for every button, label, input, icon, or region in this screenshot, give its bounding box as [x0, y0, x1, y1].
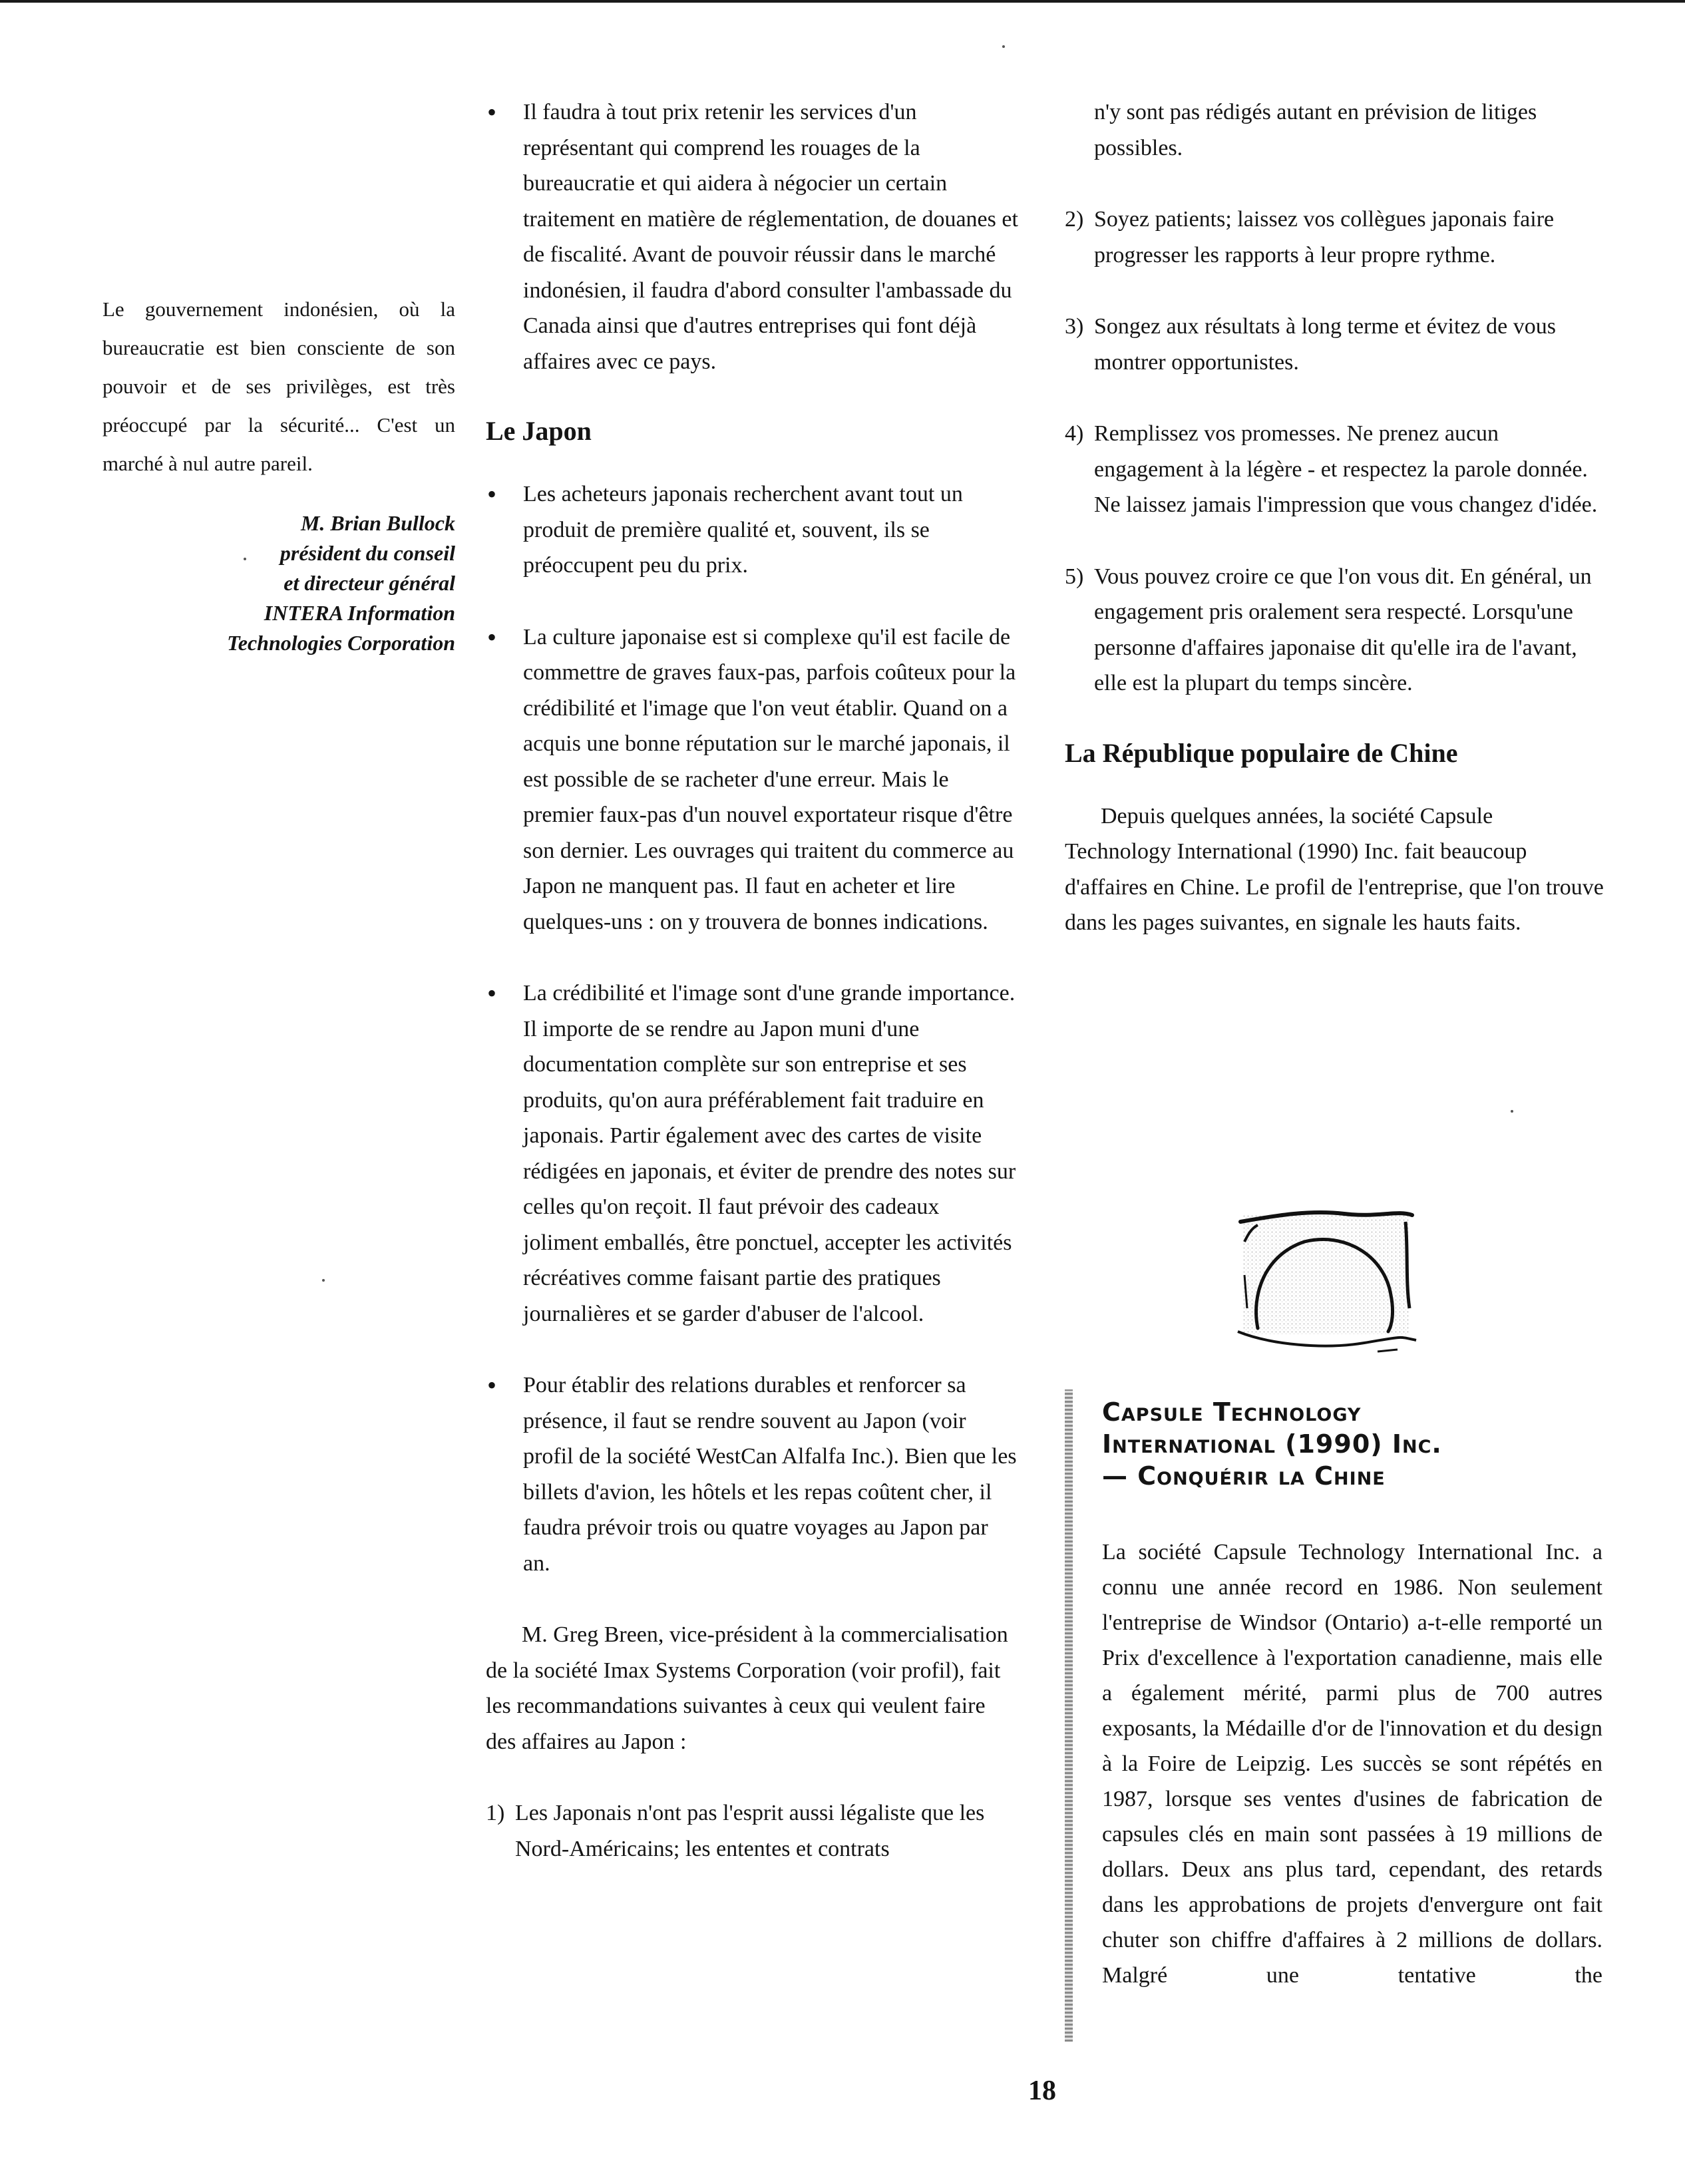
sidebar-title: [1102, 1396, 1594, 1492]
item-text: Soyez patients; laissez vos collègues japonais faire progresser les rapports à leur propre rythme.: [1094, 207, 1555, 268]
japan-bullets: [486, 476, 1018, 1581]
attribution-line: INTERA Information: [264, 601, 455, 625]
scan-speck: [322, 1279, 325, 1282]
item-text: Remplissez vos promesses. Ne prenez aucun engagement à la légère - et respectez la parole donnée. Ne laissez jamais l'impression que vous changez d'idée.: [1094, 421, 1598, 517]
recommendation-item: [1065, 559, 1604, 701]
china-paragraph: Depuis quelques années, la société Capsule Technology International (1990) Inc. fait beaucoup d'affaires en Chine. Le profil de l'entreprise, que l'on trouve dans les pages suivantes, en signale les hauts faits.: [1065, 803, 1604, 935]
recommendations-list-continued: [1065, 202, 1604, 701]
sidebar-title-line: International (1990) Inc.: [1102, 1429, 1442, 1459]
bullet-item: • La crédibilité et l'image sont d'une grande importance. Il importe de se rendre au Japon muni d'une documentation complète sur son entreprise et ses produits, qu'on aura préférablement fait traduire en japonais. Partir également avec des cartes de visite rédigées en japonais, et éviter de prendre des notes sur celles qu'on reçoit. Il faut prévoir des cadeaux joliment emballés, être ponctuel, accepter les activités récréatives comme faisant partie des pratiques journalières et se garder d'abuser de l'alcool.: [486, 976, 1018, 1332]
sidebar-title-line: — Conquérir la Chine: [1102, 1461, 1386, 1491]
item-number: 2): [1065, 207, 1084, 232]
attribution-line: M. Brian Bullock: [300, 511, 455, 535]
attribution-line: Technologies Corporation: [227, 631, 455, 655]
recommendations-list: [486, 1795, 1018, 1867]
scan-speck: [1002, 45, 1005, 48]
section-heading-japon: Le Japon: [486, 416, 592, 446]
sidebar-profile: [1065, 1389, 1610, 2042]
recommendation-item: [1065, 309, 1604, 380]
item-number: 3): [1065, 314, 1084, 339]
recommendation-item: [1065, 416, 1604, 523]
bullet-item: • La culture japonaise est si complexe qu'il est facile de commettre de graves faux-pas, parfois coûteux pour la crédibilité et l'image que l'on veut établir. Quand on a acquis une bonne réputation sur le marché japonais, il est possible de se racheter d'une erreur. Mais le premier faux-pas d'un nouvel exportateur risque d'être son dernier. Les ouvrages qui traitent du commerce au Japon ne manquent pas. Il faut en acheter et lire quelques-uns : on y trouvera de bonnes indications.: [486, 620, 1018, 940]
item-continuation: n'y sont pas rédigés autant en prévision de litiges possibles.: [1094, 100, 1537, 160]
scan-speck: [1511, 1110, 1513, 1113]
capsule-logo-icon: [1231, 1195, 1424, 1362]
section-heading-chine: La République populaire de Chine: [1065, 737, 1458, 768]
pull-quote-text: Le gouvernement indonésien, où la bureaucratie est bien consciente de son pouvoir et de ses privilèges, est très préoccupé par la sécurité... C'est un marché à nul autre pareil.: [102, 297, 455, 475]
indonesia-bullets: [486, 94, 1018, 379]
bullet-item: • Pour établir des relations durables et renforcer sa présence, il faut se rendre souvent au Japon (voir profil de la société WestCan Alfalfa Inc.). Bien que les billets d'avion, les hôtels et les repas coûtent cher, il faudra prévoir trois ou quatre voyages au Japon par an.: [486, 1367, 1018, 1581]
bullet-item: • Il faudra à tout prix retenir les services d'un représentant qui comprend les rouages de la bureaucratie et qui aidera à négocier un certain traitement en matière de réglementation, de douanes et de fiscalité. Avant de pouvoir réussir dans le marché indonésien, il faudra d'abord consulter l'ambassade du Canada ainsi que d'autres entreprises qui font déjà affaires avec ce pays.: [486, 94, 1018, 379]
sidebar-vertical-rule: [1065, 1389, 1073, 2042]
recommendation-item: [486, 1795, 1018, 1867]
item-text: Songez aux résultats à long terme et évitez de vous montrer opportunistes.: [1094, 314, 1556, 375]
sidebar-title-line: Capsule Technology: [1102, 1397, 1362, 1427]
pull-quote-attribution: [102, 508, 455, 658]
item-text: Vous pouvez croire ce que l'on vous dit. En général, un engagement pris oralement sera respecté. Lorsqu'une personne d'affaires japonaise dit qu'elle ira de l'avant, elle est la plupart du temps sincère.: [1094, 564, 1592, 695]
middle-column: [486, 94, 1018, 1903]
right-column: [1065, 94, 1604, 977]
item-number: 4): [1065, 421, 1084, 446]
attribution-line: président du conseil: [280, 541, 455, 565]
recommendation-item: [1065, 202, 1604, 273]
item-number: 5): [1065, 564, 1084, 589]
top-rule: [0, 0, 1685, 3]
item-number: 1): [486, 1801, 505, 1825]
bullet-item: • Les acheteurs japonais recherchent avant tout un produit de première qualité et, souvent, ils se préoccupent peu du prix.: [486, 476, 1018, 584]
pull-quote: [102, 290, 455, 658]
sidebar-body: La société Capsule Technology International Inc. a connu une année record en 1986. Non seulement l'entreprise de Windsor (Ontario) a-t-elle remporté un Prix d'excellence à l'exportation canadienne, mais elle a également mérité, parmi plus de 700 autres exposants, la Médaille d'or de l'innovation et du design à la Foire de Leipzig. Les succès se sont répétés en 1987, lorsque ses ventes d'usines de fabrication de capsules clés en main sont passées à 19 millions de dollars. Deux ans plus tard, cependant, des retards dans les approbations de projets d'envergure ont fait chuter son chiffre d'affaires à 2 millions de dollars. Malgré une tentative the: [1102, 1540, 1602, 1988]
item-text: Les Japonais n'ont pas l'esprit aussi légaliste que les Nord-Américains; les ententes et contrats: [515, 1801, 985, 1861]
page-number: 18: [1028, 2076, 1056, 2106]
breen-paragraph: M. Greg Breen, vice-président à la commercialisation de la société Imax Systems Corporation (voir profil), fait les recommandations suivantes à ceux qui veulent faire des affaires au Japon :: [486, 1622, 1008, 1754]
scan-speck: [244, 558, 246, 560]
attribution-line: et directeur général: [283, 571, 455, 595]
